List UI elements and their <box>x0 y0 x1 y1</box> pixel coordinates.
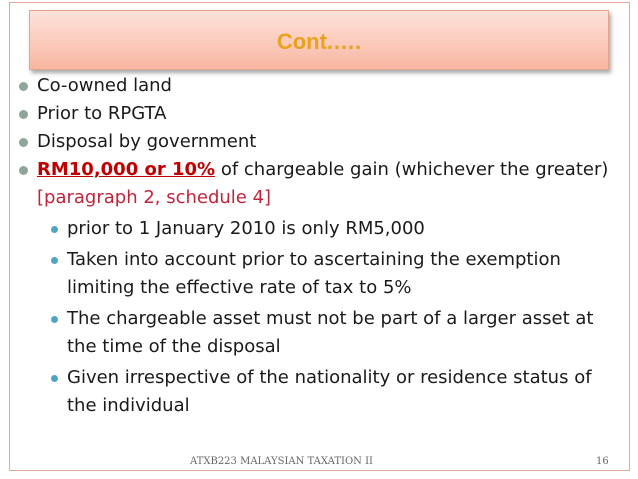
bullet-dot-icon <box>19 110 28 119</box>
bullet-dot-icon <box>51 316 58 323</box>
bullet-text: Disposal by government <box>37 131 257 152</box>
legal-reference: [paragraph 2, schedule 4] <box>37 187 272 208</box>
footer-course: ATXB223 MALAYSIAN TAXATION II <box>190 456 373 467</box>
title-bar <box>29 10 609 70</box>
bullet-dot-icon <box>51 226 58 233</box>
bullet-dot-icon <box>51 257 58 264</box>
sub-bullet-item <box>18 305 618 361</box>
sub-bullet-item <box>18 215 618 243</box>
bullet-dot-icon <box>19 138 28 147</box>
bullet-text: Prior to RPGTA <box>37 103 167 124</box>
sub-bullet-text: Taken into account prior to ascertaining the exemption limiting the effective rate of tax to 5% <box>67 249 561 298</box>
sub-bullet-text: Given irrespective of the nationality or residence status of the individual <box>67 367 592 416</box>
bullet-text: Co-owned land <box>37 75 172 96</box>
page-number: 16 <box>596 456 609 467</box>
bullet-dot-icon <box>51 375 58 382</box>
sub-bullet-text: The chargeable asset must not be part of a larger asset at the time of the disposal <box>67 308 594 357</box>
sub-bullet-item <box>18 364 618 420</box>
exemption-amount: RM10,000 or 10% <box>37 159 216 180</box>
bullet-item <box>18 128 618 156</box>
slide-title: Cont.…. <box>276 29 362 54</box>
sub-bullet-item <box>18 246 618 302</box>
bullet-item <box>18 72 618 100</box>
bullet-text: of chargeable gain (whichever the greater) <box>215 159 609 180</box>
bullet-dot-icon <box>19 166 28 175</box>
sub-bullet-text: prior to 1 January 2010 is only RM5,000 <box>67 218 425 239</box>
bullet-dot-icon <box>19 82 28 91</box>
content-area <box>18 72 618 420</box>
bullet-item <box>18 156 618 212</box>
bullet-item <box>18 100 618 128</box>
